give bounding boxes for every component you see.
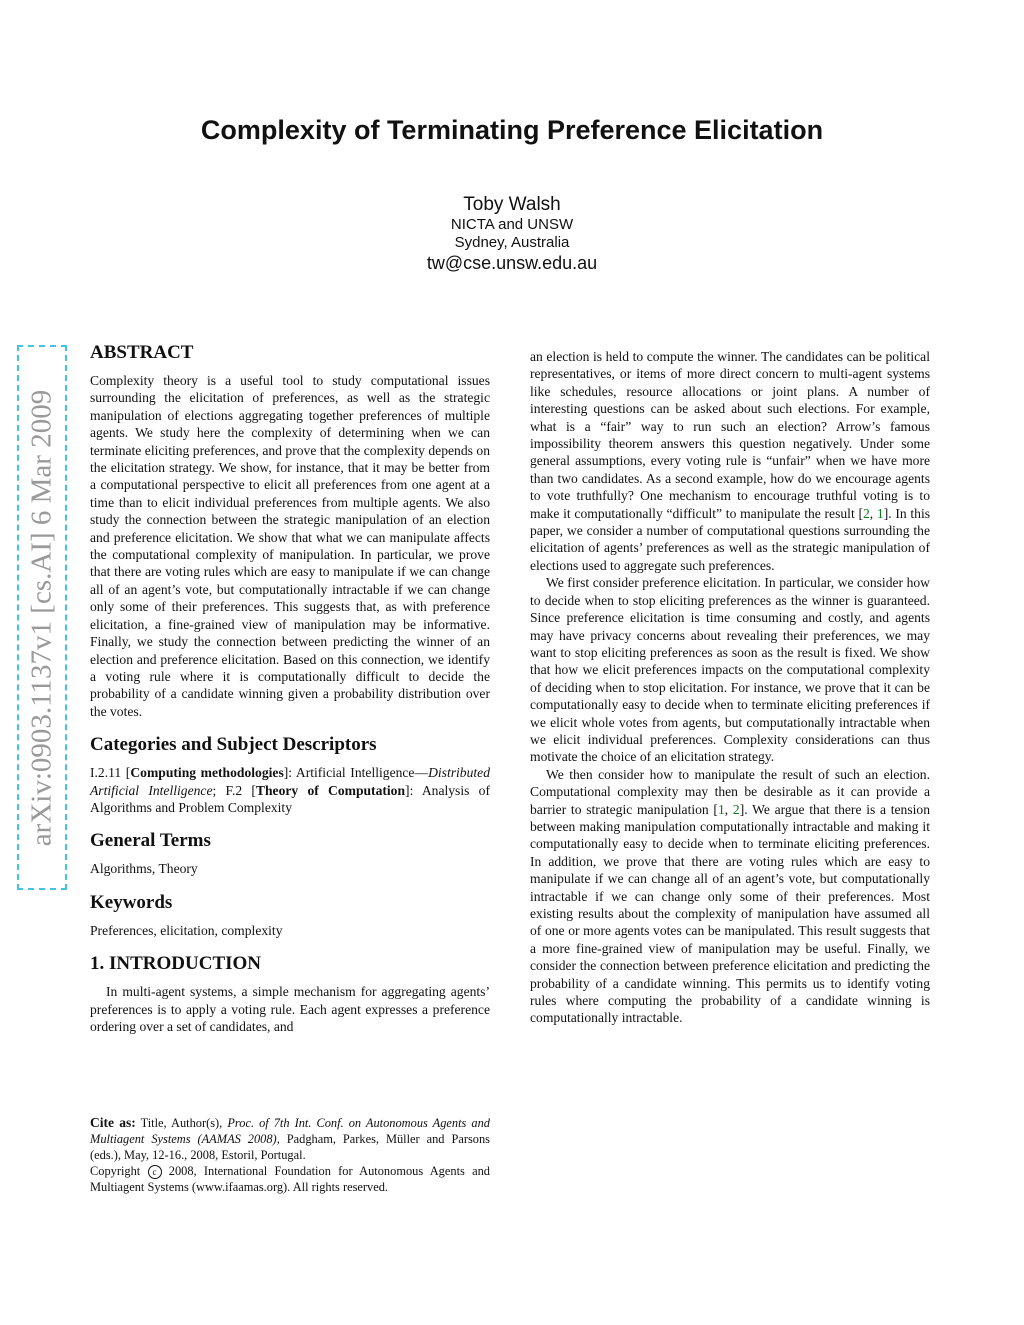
keywords-heading: Keywords: [90, 891, 173, 913]
keywords-text: Preferences, elicitation, complexity: [90, 922, 283, 938]
citation-link[interactable]: 1: [717, 801, 725, 817]
category-subterm: Distributed Artificial Intelligence: [90, 765, 490, 798]
right-column: [530, 348, 930, 1027]
intro-paragraph-3: We then consider how to manipulate the result of such an election. Computational complexity may then be desirable as it can provide a barrier to strategic manipulation [1, 2]. We argue that there is a tension between making manipulation computationally intractable and making it computationally easy to decide when to terminate eliciting preferences. In addition, we prove that there are voting rules which are easy to manipulate if we can change all of an agent’s vote, but computationally intractable if we can change only some of their preferences. Most existing results about the complexity of manipulation have assumed all of one or more agents votes can be manipulated. This result suggests that a more fine-grained view of manipulation may be useful. Finally, we consider the connection between preference elicitation and predicting the probability of a candidate winning. This permits us to identify voting rules where computing the probability of a candidate winning is computationally intractable.: [530, 766, 931, 1026]
category-term: Theory of Computation: [255, 782, 406, 798]
copyright-icon: c: [148, 1165, 162, 1179]
author-location: Sydney, Australia: [454, 234, 570, 251]
citation-link[interactable]: 1: [876, 505, 884, 521]
arxiv-identifier: arXiv:0903.1137v1 [cs.AI] 6 Mar 2009: [25, 389, 58, 846]
intro-paragraph-1-cont: an election is held to compute the winner. The candidates can be political representatives, or items of more direct concern to multi-agent systems like schedules, resource allocations or joint plans. A number of interesting questions can be asked about such elections. For example, what is a “fair” way to run such an election? Arrow’s famous impossibility theorem answers this question negatively. Under some general assumptions, every voting rule is “unfair” when we have more than two candidates. As a second example, how do we encourage agents to vote truthfully? One mechanism to encourage truthful voting is to make it computationally “difficult” to manipulate the result [2, 1]. In this paper, we consider a number of computational questions surrounding the elicitation of agents’ preferences as well as the strategic manipulation of elections used to aggregate such preferences.: [530, 349, 931, 573]
citation-footnote: [90, 1115, 490, 1195]
author-email: tw@cse.unsw.edu.au: [426, 253, 598, 273]
citation-link[interactable]: 2: [862, 505, 870, 521]
left-column: [90, 342, 490, 1035]
general-terms-text: Algorithms, Theory: [90, 861, 198, 877]
arxiv-stamp[interactable]: [17, 345, 67, 890]
introduction-heading: 1. INTRODUCTION: [90, 953, 262, 975]
general-terms-heading: General Terms: [90, 830, 211, 852]
copyright-note: Copyright c 2008, International Foundation for Autonomous Agents and Multiagent Systems (www.ifaamas.org). All rights reserved.: [90, 1164, 490, 1195]
abstract-heading: ABSTRACT: [90, 342, 194, 363]
categories-heading: Categories and Subject Descriptors: [90, 734, 377, 756]
author-name: Toby Walsh: [463, 194, 561, 215]
categories-text: I.2.11 [Computing methodologies]: Artificial Intelligence—Distributed Artificial Intelligence; F.2 [Theory of Computation]: Analysis of Algorithms and Problem Complexity: [90, 765, 490, 815]
intro-paragraph-1-start: In multi-agent systems, a simple mechanism for aggregating agents’ preferences is to apply a voting rule. Each agent expresses a preference ordering over a set of candidates, and: [90, 984, 490, 1034]
author-affiliation: NICTA and UNSW: [450, 216, 574, 233]
cite-as-note: Cite as: Title, Author(s), Proc. of 7th Int. Conf. on Autonomous Agents and Multiagent Systems (AAMAS 2008), Padgham, Parkes, Müller and Parsons (eds.), May, 12-16., 2008, Estoril, Portugal.: [90, 1115, 490, 1162]
author-block: [0, 194, 1024, 274]
paper-title: Complexity of Terminating Preference Elicitation: [200, 115, 824, 145]
abstract-text: Complexity theory is a useful tool to study computational issues surrounding the elicitation of preferences, as well as the strategic manipulation of elections aggregating together preferences of multiple agents. We study here the complexity of determining when we can terminate eliciting preferences, and prove that the complexity depends on the elicitation strategy. We show, for instance, that it may be better from a computational perspective to elicit all preferences from one agent at a time than to elicit individual preferences from multiple agents. We also study the connection between the strategic manipulation of an election and preference elicitation. We show that what we can manipulate affects the computational complexity of manipulation. In particular, we prove that there are voting rules which are easy to manipulate if we can change all of an agent’s vote, but computationally intractable if we can change only some of their preferences. This suggests that, as with preference elicitation, a fine-grained view of manipulation may be informative. Finally, we study the connection between predicting the winner of an election and preference elicitation. Based on this connection, we identify a voting rule where it is computationally difficult to decide the probability of a candidate winning given a probability distribution over the votes.: [90, 373, 490, 719]
citation-link[interactable]: 2: [732, 801, 740, 817]
category-term: Computing methodologies: [130, 765, 284, 781]
intro-paragraph-2: We first consider preference elicitation. In particular, we consider how to decide when to stop eliciting preferences as the winner is guaranteed. Since preference elicitation is time consuming and costly, and agents may have privacy concerns about revealing their preferences, we may want to stop eliciting preferences as soon as the result is fixed. We show that how we elicit preferences impacts on the computational complexity of deciding when to stop elicitation. For instance, we prove that it can be computationally easy to decide when to terminate eliciting preferences if we elicit whole votes from agents, but computationally intractable when we elicit individual preferences. Complexity considerations can thus motivate the choice of an elicitation strategy.: [530, 575, 930, 765]
